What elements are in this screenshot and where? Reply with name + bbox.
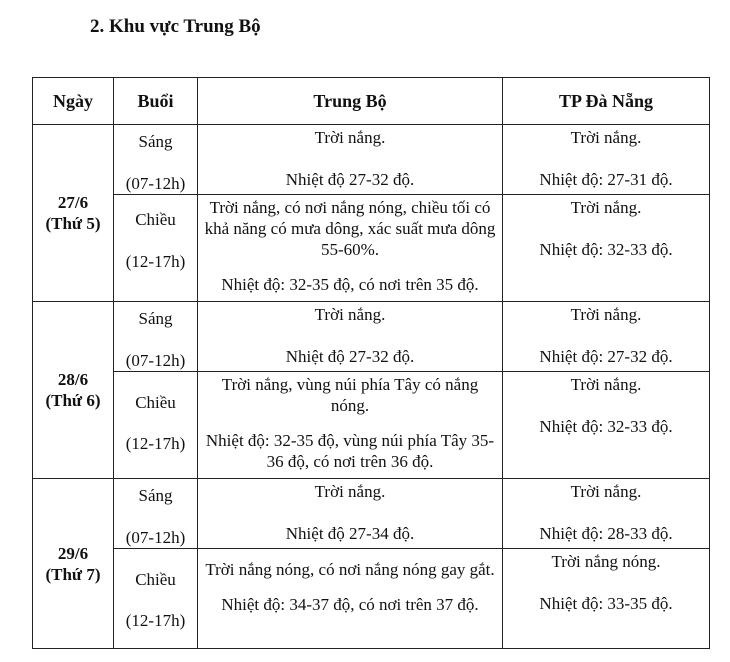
city-condition: Trời nắng. [570,482,642,501]
region-temperature: Nhiệt độ: 34-37 độ, có nơi trên 37 độ. [221,595,479,614]
header-row [33,78,710,125]
table-row [33,302,710,372]
session-name: Sáng [138,309,173,328]
session-time: (07-12h) [125,528,186,547]
region-temperature: Nhiệt độ 27-34 độ. [285,524,415,543]
table-row [33,479,710,549]
city-condition: Trời nắng. [570,198,642,217]
session-time: (12-17h) [125,611,186,630]
session-name: Chiều [135,570,176,589]
region-temperature: Nhiệt độ 27-32 độ. [285,170,415,189]
city-forecast-cell [503,372,710,479]
region-condition: Trời nắng. [314,482,386,501]
table-row [33,125,710,195]
region-condition: Trời nắng nóng, có nơi nắng nóng gay gắt. [205,560,495,579]
session-cell [114,479,198,549]
region-condition: Trời nắng, vùng núi phía Tây có nắng nóng. [221,375,479,415]
city-forecast-cell [503,125,710,195]
city-forecast-cell [503,479,710,549]
city-temperature: Nhiệt độ: 27-32 độ. [539,347,673,366]
day-weekday: (Thứ 5) [45,214,101,233]
region-forecast-cell [198,479,503,549]
forecast-table [32,77,710,649]
region-temperature: Nhiệt độ: 32-35 độ, vùng núi phía Tây 35-36 độ, có nơi trên 36 độ. [205,431,495,471]
region-forecast-cell [198,372,503,479]
session-time: (12-17h) [125,434,186,453]
session-cell [114,302,198,372]
city-temperature: Nhiệt độ: 32-33 độ. [539,417,673,436]
session-name: Sáng [138,486,173,505]
region-condition: Trời nắng, có nơi nắng nóng, chiều tối có khả năng có mưa dông, xác suất mưa dông 55-60%. [204,198,496,259]
header-day: Ngày [33,78,114,125]
day-date: 29/6 [57,543,89,563]
city-forecast-cell [503,195,710,302]
region-forecast-cell [198,302,503,372]
city-temperature: Nhiệt độ: 33-35 độ. [539,594,673,613]
session-cell [114,372,198,479]
header-region: Trung Bộ [198,78,503,125]
city-condition: Trời nắng. [570,305,642,324]
session-time: (07-12h) [125,174,186,193]
section-heading: 2. Khu vực Trung Bộ [90,16,261,37]
region-forecast-cell [198,549,503,649]
table-row [33,549,710,649]
region-temperature: Nhiệt độ 27-32 độ. [285,347,415,366]
region-condition: Trời nắng. [314,305,386,324]
city-temperature: Nhiệt độ: 32-33 độ. [539,240,673,259]
session-name: Sáng [138,132,173,151]
day-weekday: (Thứ 6) [45,391,101,410]
day-date: 27/6 [57,193,89,212]
day-cell [33,302,114,479]
session-time: (12-17h) [125,252,186,271]
session-name: Chiều [135,210,176,229]
region-forecast-cell [198,125,503,195]
city-condition: Trời nắng. [570,375,642,394]
header-session: Buổi [114,78,198,125]
session-cell [114,125,198,195]
region-forecast-cell [198,195,503,302]
table-row [33,372,710,479]
session-cell [114,549,198,649]
city-forecast-cell [503,549,710,649]
day-cell [33,479,114,649]
header-city: TP Đà Nẵng [503,78,710,125]
day-weekday: (Thứ 7) [45,564,101,584]
city-condition: Trời nắng nóng. [551,552,661,571]
session-cell [114,195,198,302]
session-name: Chiều [135,393,176,412]
session-time: (07-12h) [125,351,186,370]
city-temperature: Nhiệt độ: 27-31 độ. [539,170,673,189]
table-row [33,195,710,302]
day-date: 28/6 [57,370,89,389]
city-forecast-cell [503,302,710,372]
region-temperature: Nhiệt độ: 32-35 độ, có nơi trên 35 độ. [221,275,479,294]
region-condition: Trời nắng. [314,128,386,147]
city-temperature: Nhiệt độ: 28-33 độ. [539,524,673,543]
city-condition: Trời nắng. [570,128,642,147]
day-cell [33,125,114,302]
